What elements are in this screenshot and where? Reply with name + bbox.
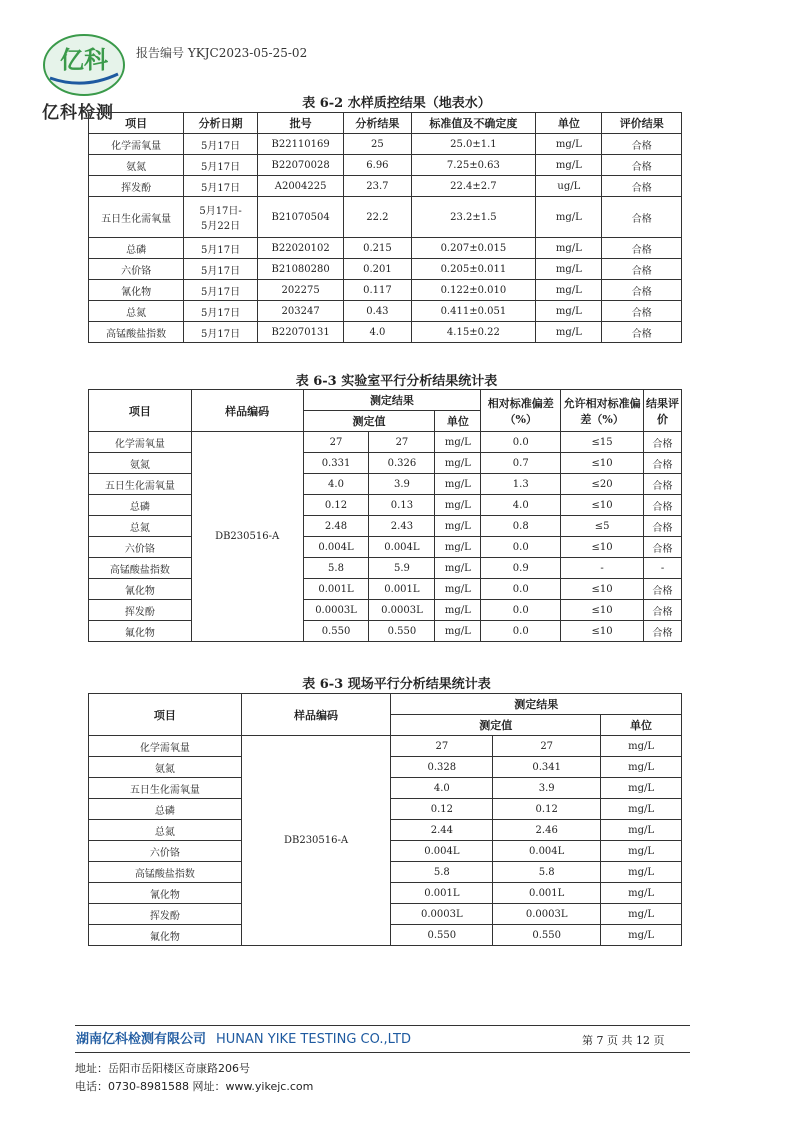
company-contact: 电话：0730-8981588 网址：www.yikejc.com (75, 1080, 314, 1093)
footer-divider-bottom (75, 1052, 690, 1053)
t3-cell: 0.12 (493, 799, 601, 820)
t3-cell: 0.550 (493, 925, 601, 946)
table-row (89, 432, 682, 453)
t1-cell: 25.0±1.1 (411, 134, 536, 155)
t3-item: 化学需氧量 (89, 736, 242, 757)
t2-cell: mg/L (435, 579, 481, 600)
t1-cell: A2004225 (257, 176, 343, 197)
t2-cell: 5.9 (369, 558, 435, 579)
t1-cell: 22.2 (344, 197, 411, 238)
t3-item: 六价铬 (89, 841, 242, 862)
t1-cell: mg/L (536, 134, 602, 155)
t2-cell: 2.48 (303, 516, 369, 537)
t3-cell: mg/L (601, 883, 682, 904)
table-row (89, 579, 682, 600)
t1-cell: 挥发酚 (89, 176, 184, 197)
t2-item: 化学需氧量 (89, 432, 192, 453)
t3-cell: 2.46 (493, 820, 601, 841)
t2-cell: 2.43 (369, 516, 435, 537)
t1-cell: mg/L (536, 155, 602, 176)
t3-cell: mg/L (601, 778, 682, 799)
t2-item: 氟化物 (89, 621, 192, 642)
t1-cell: 5月17日 (184, 259, 258, 280)
table-row (89, 280, 682, 301)
t2-cell: 0.331 (303, 453, 369, 474)
t2-cell: ≤10 (561, 495, 644, 516)
company-logo (40, 30, 128, 100)
table-row (89, 621, 682, 642)
t1-cell: 5月17日 (184, 301, 258, 322)
table-row (89, 537, 682, 558)
t1-cell: 合格 (602, 238, 682, 259)
t2-cell: ≤15 (561, 432, 644, 453)
t2-cell: ≤10 (561, 600, 644, 621)
t1-cell: mg/L (536, 322, 602, 343)
t3-cell: 0.0003L (493, 904, 601, 925)
t3-cell: 0.001L (493, 883, 601, 904)
t1-cell: 合格 (602, 134, 682, 155)
table-row (89, 736, 682, 757)
t1-cell: 5月17日 (184, 280, 258, 301)
t2-cell: ≤5 (561, 516, 644, 537)
table3-caption: 表 6-3 现场平行分析结果统计表 (302, 677, 491, 692)
t1-header-cell: 分析结果 (344, 113, 411, 134)
t1-cell: mg/L (536, 280, 602, 301)
t2-cell: mg/L (435, 537, 481, 558)
t1-cell: 合格 (602, 176, 682, 197)
t1-header-cell: 分析日期 (184, 113, 258, 134)
t1-cell: 合格 (602, 301, 682, 322)
t1-cell: 高锰酸盐指数 (89, 322, 184, 343)
t1-cell: 合格 (602, 197, 682, 238)
t1-header-cell: 批号 (257, 113, 343, 134)
t1-cell: 5月17日 (184, 176, 258, 197)
t2-cell: 0.0003L (369, 600, 435, 621)
t2-cell: mg/L (435, 600, 481, 621)
company-name (76, 1028, 411, 1047)
t2-cell: 0.550 (303, 621, 369, 642)
t2-cell: 0.0003L (303, 600, 369, 621)
table-row (89, 176, 682, 197)
t2-cell: - (644, 558, 682, 579)
t1-date-line: 5月17日- (199, 206, 242, 217)
lab-parallel-table (88, 389, 682, 642)
t1-date-line: 5月22日 (201, 221, 241, 232)
t2-cell: 0.12 (303, 495, 369, 516)
t2-cell: 0.8 (481, 516, 561, 537)
t3-cell: 2.44 (391, 820, 493, 841)
t3-cell: 0.550 (391, 925, 493, 946)
t3-cell: 4.0 (391, 778, 493, 799)
t2-h-rsd: 相对标准偏差（%） (481, 390, 561, 432)
t1-header-cell: 标准值及不确定度 (411, 113, 536, 134)
t2-cell: 合格 (644, 621, 682, 642)
table2-caption: 表 6-3 实验室平行分析结果统计表 (295, 374, 498, 389)
company-name-cn: 湖南亿科检测有限公司 (76, 1032, 207, 1047)
t2-cell: ≤20 (561, 474, 644, 495)
table-row (89, 495, 682, 516)
t1-cell: 化学需氧量 (89, 134, 184, 155)
t3-cell: mg/L (601, 736, 682, 757)
t2-cell: ≤10 (561, 621, 644, 642)
t1-cell: B22070028 (257, 155, 343, 176)
t1-cell: 4.15±0.22 (411, 322, 536, 343)
t1-cell: 7.25±0.63 (411, 155, 536, 176)
t3-cell: 27 (391, 736, 493, 757)
t3-h-item: 项目 (89, 694, 242, 736)
t2-cell: 3.9 (369, 474, 435, 495)
t3-cell: 0.341 (493, 757, 601, 778)
t1-cell: 0.201 (344, 259, 411, 280)
t2-cell: 合格 (644, 579, 682, 600)
t1-cell: mg/L (536, 238, 602, 259)
t3-cell: 3.9 (493, 778, 601, 799)
t2-cell: 合格 (644, 516, 682, 537)
t2-cell: 合格 (644, 474, 682, 495)
t1-cell: 五日生化需氧量 (89, 197, 184, 238)
table1-caption: 表 6-2 水样质控结果（地表水） (302, 96, 491, 111)
t3-cell: 0.12 (391, 799, 493, 820)
t3-item: 氟化物 (89, 925, 242, 946)
t2-cell: 合格 (644, 600, 682, 621)
t1-cell: ug/L (536, 176, 602, 197)
t3-cell: mg/L (601, 904, 682, 925)
table-row (89, 134, 682, 155)
t1-cell: 氰化物 (89, 280, 184, 301)
t2-cell: ≤10 (561, 453, 644, 474)
page-number: 第 7 页 共 12 页 (582, 1034, 665, 1047)
t1-cell: B21070504 (257, 197, 343, 238)
t3-cell: 0.004L (493, 841, 601, 862)
t3-item: 总氮 (89, 820, 242, 841)
t2-item: 氨氮 (89, 453, 192, 474)
t2-cell: 0.0 (481, 600, 561, 621)
t3-sample-code: DB230516-A (241, 736, 391, 946)
t3-item: 高锰酸盐指数 (89, 862, 242, 883)
t2-cell: 0.7 (481, 453, 561, 474)
table-row (89, 600, 682, 621)
t2-cell: mg/L (435, 453, 481, 474)
t1-cell: 203247 (257, 301, 343, 322)
t1-cell: 23.2±1.5 (411, 197, 536, 238)
t1-cell: 5月17日 (184, 134, 258, 155)
t1-cell: 总氮 (89, 301, 184, 322)
t2-cell: 0.001L (369, 579, 435, 600)
t2-h-unit: 单位 (435, 411, 481, 432)
t2-cell: 0.550 (369, 621, 435, 642)
t1-cell: 氨氮 (89, 155, 184, 176)
t3-h-unit: 单位 (601, 715, 682, 736)
t1-header-cell: 单位 (536, 113, 602, 134)
t2-h-item: 项目 (89, 390, 192, 432)
t1-header-cell: 评价结果 (602, 113, 682, 134)
table-row (89, 474, 682, 495)
t1-cell (184, 197, 258, 238)
t2-cell: 0.0 (481, 432, 561, 453)
t3-item: 总磷 (89, 799, 242, 820)
t3-h-result: 测定结果 (391, 694, 682, 715)
t2-cell: - (561, 558, 644, 579)
t3-cell: 0.328 (391, 757, 493, 778)
t2-cell: 0.326 (369, 453, 435, 474)
t3-cell: 0.004L (391, 841, 493, 862)
t2-item: 氰化物 (89, 579, 192, 600)
t1-cell: 合格 (602, 322, 682, 343)
t2-cell: mg/L (435, 621, 481, 642)
t1-cell: mg/L (536, 259, 602, 280)
company-address: 地址：岳阳市岳阳楼区奇康路206号 (75, 1062, 250, 1075)
t1-cell: 0.117 (344, 280, 411, 301)
t1-cell: mg/L (536, 197, 602, 238)
t1-cell: B21080280 (257, 259, 343, 280)
t2-h-sample: 样品编码 (191, 390, 303, 432)
table-row (89, 301, 682, 322)
t2-cell: 5.8 (303, 558, 369, 579)
t2-cell: 27 (303, 432, 369, 453)
t1-cell: 202275 (257, 280, 343, 301)
t2-item: 挥发酚 (89, 600, 192, 621)
t2-h-value: 测定值 (303, 411, 435, 432)
t2-cell: mg/L (435, 558, 481, 579)
t1-cell: 23.7 (344, 176, 411, 197)
t3-cell: mg/L (601, 862, 682, 883)
table-row (89, 238, 682, 259)
t3-cell: 0.0003L (391, 904, 493, 925)
t3-cell: 27 (493, 736, 601, 757)
t2-sample-code: DB230516-A (191, 432, 303, 642)
t2-cell: 27 (369, 432, 435, 453)
t1-cell: 0.205±0.011 (411, 259, 536, 280)
t2-cell: 0.9 (481, 558, 561, 579)
field-parallel-table (88, 693, 682, 946)
t3-cell: 0.001L (391, 883, 493, 904)
t1-cell: 六价铬 (89, 259, 184, 280)
logo-text: 亿科检测 (42, 103, 114, 123)
table-row (89, 155, 682, 176)
t2-cell: ≤10 (561, 579, 644, 600)
t2-h-eval: 结果评价 (644, 390, 682, 432)
t1-cell: 合格 (602, 155, 682, 176)
t1-cell: 5月17日 (184, 238, 258, 259)
t3-h-sample: 样品编码 (241, 694, 391, 736)
t1-cell: 合格 (602, 280, 682, 301)
t2-cell: 0.004L (303, 537, 369, 558)
t2-cell: 合格 (644, 453, 682, 474)
t2-item: 六价铬 (89, 537, 192, 558)
t3-cell: mg/L (601, 757, 682, 778)
qc-results-table (88, 112, 682, 343)
report-number: 报告编号 YKJC2023-05-25-02 (136, 46, 308, 60)
t1-cell: B22020102 (257, 238, 343, 259)
t2-cell: 0.13 (369, 495, 435, 516)
t1-cell: 0.122±0.010 (411, 280, 536, 301)
t1-cell: 0.43 (344, 301, 411, 322)
logo-mark-text: 亿科 (60, 46, 108, 74)
t1-cell: 总磷 (89, 238, 184, 259)
t2-cell: 0.0 (481, 621, 561, 642)
t1-cell: 4.0 (344, 322, 411, 343)
t2-cell: 合格 (644, 537, 682, 558)
t3-h-value: 测定值 (391, 715, 601, 736)
t3-cell: mg/L (601, 820, 682, 841)
t3-item: 氨氮 (89, 757, 242, 778)
t1-cell: mg/L (536, 301, 602, 322)
t1-cell: 5月17日 (184, 155, 258, 176)
t1-cell: 0.207±0.015 (411, 238, 536, 259)
t1-cell: 0.411±0.051 (411, 301, 536, 322)
t3-cell: 5.8 (391, 862, 493, 883)
t2-cell: mg/L (435, 516, 481, 537)
t2-cell: 0.0 (481, 579, 561, 600)
t3-cell: mg/L (601, 841, 682, 862)
t1-cell: 0.215 (344, 238, 411, 259)
t2-cell: 0.004L (369, 537, 435, 558)
t1-cell: 22.4±2.7 (411, 176, 536, 197)
t2-cell: mg/L (435, 432, 481, 453)
t2-cell: 4.0 (303, 474, 369, 495)
table-row (89, 558, 682, 579)
footer-divider-top (75, 1025, 690, 1026)
t3-cell: mg/L (601, 925, 682, 946)
table1-header-row (89, 113, 682, 134)
t2-cell: mg/L (435, 495, 481, 516)
table-row (89, 453, 682, 474)
t2-cell: 0.001L (303, 579, 369, 600)
t3-item: 氰化物 (89, 883, 242, 904)
company-name-en: HUNAN YIKE TESTING CO.,LTD (216, 1032, 411, 1047)
t3-cell: 5.8 (493, 862, 601, 883)
t3-item: 挥发酚 (89, 904, 242, 925)
t2-cell: 1.3 (481, 474, 561, 495)
t1-cell: 5月17日 (184, 322, 258, 343)
table-row (89, 197, 682, 238)
table-row (89, 322, 682, 343)
t1-cell: B22070131 (257, 322, 343, 343)
t3-cell: mg/L (601, 799, 682, 820)
table-row (89, 259, 682, 280)
t1-cell: 25 (344, 134, 411, 155)
t2-cell: 合格 (644, 495, 682, 516)
t2-item: 五日生化需氧量 (89, 474, 192, 495)
t2-cell: 4.0 (481, 495, 561, 516)
table-row (89, 516, 682, 537)
t2-item: 总磷 (89, 495, 192, 516)
t2-item: 高锰酸盐指数 (89, 558, 192, 579)
t2-item: 总氮 (89, 516, 192, 537)
t1-cell: 合格 (602, 259, 682, 280)
t1-cell: B22110169 (257, 134, 343, 155)
t2-cell: ≤10 (561, 537, 644, 558)
t2-cell: 合格 (644, 432, 682, 453)
t2-cell: 0.0 (481, 537, 561, 558)
t2-cell: mg/L (435, 474, 481, 495)
t2-h-result: 测定结果 (303, 390, 481, 411)
t2-h-allow: 允许相对标准偏差（%） (561, 390, 644, 432)
t1-header-cell: 项目 (89, 113, 184, 134)
t1-cell: 6.96 (344, 155, 411, 176)
t3-item: 五日生化需氧量 (89, 778, 242, 799)
